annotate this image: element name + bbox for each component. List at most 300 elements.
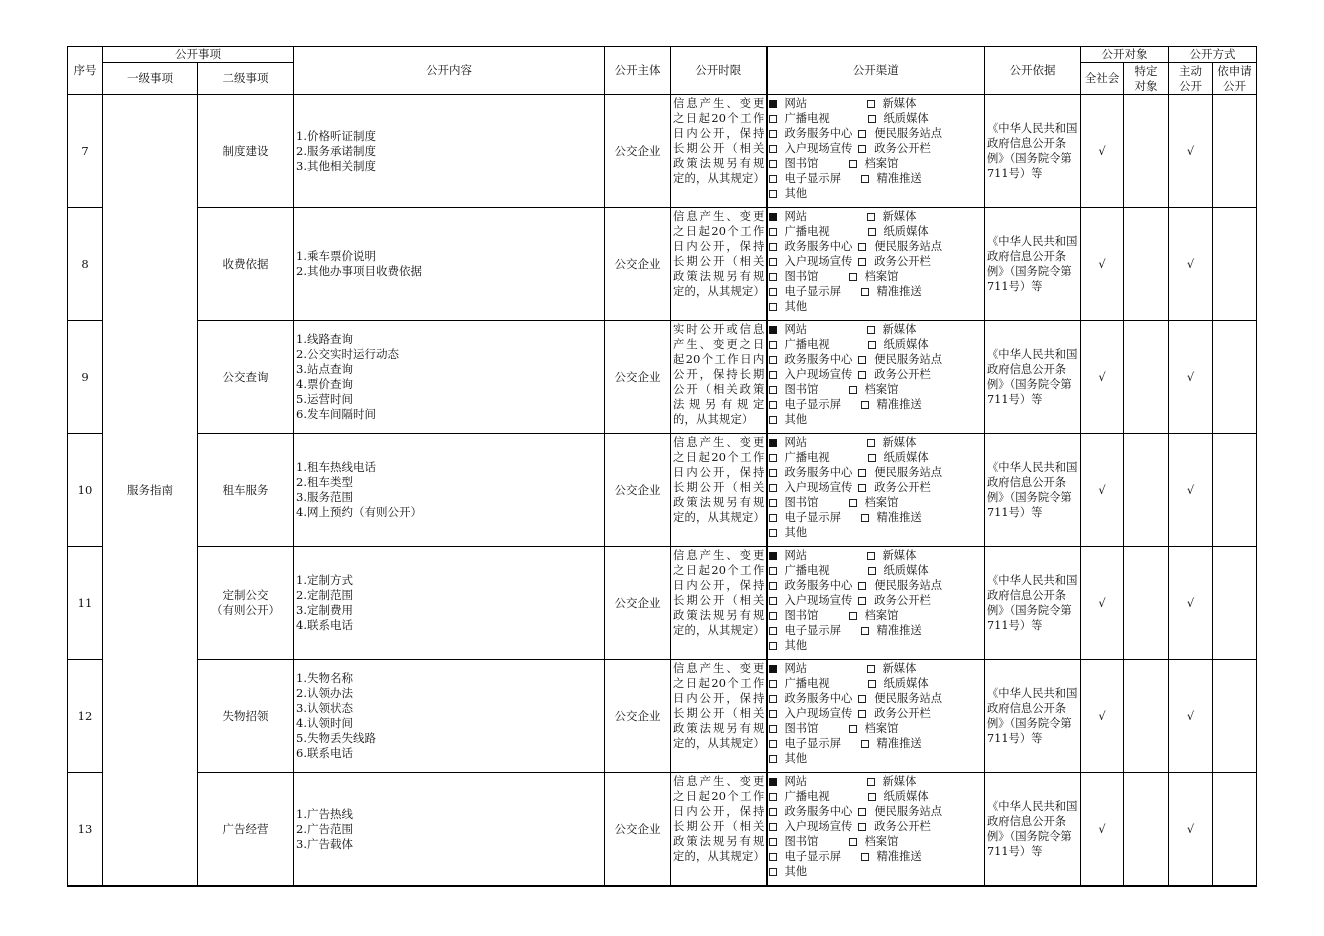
content-item: 6.联系电话 <box>296 746 353 760</box>
checkbox-icon <box>769 710 777 718</box>
checkbox-icon <box>858 243 866 251</box>
channel-convenience-station: 便民服务站点 <box>874 127 943 140</box>
channel-archives: 档案馆 <box>864 157 899 170</box>
checkbox-icon <box>858 484 866 492</box>
cell-channel <box>767 95 985 208</box>
content-item: 3.站点查询 <box>296 362 353 376</box>
channel-convenience-station: 便民服务站点 <box>874 692 943 705</box>
cell-active: √ <box>1169 95 1213 208</box>
cell-all-society: √ <box>1081 321 1124 434</box>
checkbox-icon <box>858 823 866 831</box>
cell-all-society: √ <box>1081 660 1124 773</box>
channel-gov-service-center: 政务服务中心 <box>784 127 853 140</box>
cell-time-limit: 信息产生、变更之日起20个工作日内公开，保持长期公开（相关政策法规另有规定的，从其规定） <box>671 208 767 321</box>
channel-broadcast-tv: 广播电视 <box>784 338 830 351</box>
content-item: 3.认领状态 <box>296 701 353 715</box>
channel-new-media: 新媒体 <box>882 436 917 449</box>
channel-archives: 档案馆 <box>864 270 899 283</box>
cell-all-society: √ <box>1081 208 1124 321</box>
header-on-request: 依申请 公开 <box>1213 63 1257 95</box>
level2-line: 租车服务 <box>222 482 269 497</box>
header-basis: 公开依据 <box>985 47 1081 95</box>
header-active: 主动 公开 <box>1169 63 1213 95</box>
cell-basis: 《中华人民共和国政府信息公开条例》（国务院令第711号）等 <box>985 660 1081 773</box>
checkbox-icon <box>769 853 777 861</box>
checkbox-icon <box>769 115 777 123</box>
cell-channel <box>767 208 985 321</box>
checkbox-icon <box>858 130 866 138</box>
channel-e-display: 电子显示屏 <box>784 850 841 863</box>
channel-library: 图书馆 <box>784 496 819 509</box>
channel-other: 其他 <box>784 526 808 539</box>
content-item: 2.公交实时运行动态 <box>296 347 399 361</box>
table-row <box>68 208 1257 321</box>
checkbox-icon <box>769 567 777 575</box>
channel-gov-service-center: 政务服务中心 <box>784 579 853 592</box>
cell-seq: 11 <box>68 547 103 660</box>
content-item: 6.发车间隔时间 <box>296 407 376 421</box>
channel-new-media: 新媒体 <box>882 662 917 675</box>
cell-seq: 9 <box>68 321 103 434</box>
checkbox-icon <box>769 243 777 251</box>
channel-broadcast-tv: 广播电视 <box>784 451 830 464</box>
channel-website: 网站 <box>784 323 808 336</box>
cell-time-limit: 信息产生、变更之日起20个工作日内公开，保持长期公开（相关政策法规另有规定的，从其规定） <box>671 547 767 660</box>
checkbox-icon <box>769 454 777 462</box>
cell-channel <box>767 547 985 660</box>
cell-content <box>294 660 605 773</box>
channel-broadcast-tv: 广播电视 <box>784 225 830 238</box>
cell-subject: 公交企业 <box>605 321 671 434</box>
cell-all-society: √ <box>1081 95 1124 208</box>
channel-broadcast-tv: 广播电视 <box>784 677 830 690</box>
checkbox-icon <box>769 755 777 763</box>
checkbox-icon <box>849 160 857 168</box>
cell-specific-object <box>1124 660 1169 773</box>
checkbox-icon <box>769 371 777 379</box>
channel-library: 图书馆 <box>784 835 819 848</box>
channel-gov-bulletin: 政务公开栏 <box>874 481 931 494</box>
checkbox-icon <box>769 838 777 846</box>
cell-basis: 《中华人民共和国政府信息公开条例》（国务院令第711号）等 <box>985 95 1081 208</box>
cell-specific-object <box>1124 434 1169 547</box>
checkbox-icon <box>858 808 866 816</box>
table-row <box>68 660 1257 773</box>
cell-on-request <box>1213 547 1257 660</box>
level2-line: 制度建设 <box>222 143 269 158</box>
checkbox-icon <box>849 386 857 394</box>
checkbox-icon <box>769 190 777 198</box>
checkbox-icon <box>861 514 869 522</box>
cell-channel <box>767 321 985 434</box>
checkbox-icon <box>769 725 777 733</box>
content-item: 2.认领办法 <box>296 686 353 700</box>
content-item: 2.租车类型 <box>296 475 353 489</box>
content-item: 5.运营时间 <box>296 392 353 406</box>
checkbox-icon <box>858 356 866 364</box>
checkbox-icon <box>867 213 875 221</box>
cell-on-request <box>1213 208 1257 321</box>
cell-specific-object <box>1124 547 1169 660</box>
cell-seq: 12 <box>68 660 103 773</box>
cell-on-request <box>1213 95 1257 208</box>
cell-level2 <box>198 208 294 321</box>
table-row <box>68 95 1257 208</box>
cell-level1: 服务指南 <box>103 95 198 887</box>
content-item: 4.网上预约（有则公开） <box>296 505 422 519</box>
channel-library: 图书馆 <box>784 609 819 622</box>
checkbox-icon <box>858 469 866 477</box>
checkbox-checked-icon <box>769 326 777 334</box>
channel-door-to-door: 入户现场宣传 <box>784 594 853 607</box>
cell-seq: 10 <box>68 434 103 547</box>
channel-other: 其他 <box>784 865 808 878</box>
channel-archives: 档案馆 <box>864 722 899 735</box>
level2-line: （有则公开） <box>211 603 280 617</box>
channel-door-to-door: 入户现场宣传 <box>784 707 853 720</box>
checkbox-icon <box>769 303 777 311</box>
cell-level2 <box>198 321 294 434</box>
cell-basis: 《中华人民共和国政府信息公开条例》（国务院令第711号）等 <box>985 434 1081 547</box>
header-all-society: 全社会 <box>1081 63 1124 95</box>
checkbox-icon <box>868 228 876 236</box>
level2-line: 定制公交 <box>222 588 269 602</box>
cell-content <box>294 95 605 208</box>
cell-subject: 公交企业 <box>605 660 671 773</box>
cell-active: √ <box>1169 547 1213 660</box>
channel-new-media: 新媒体 <box>882 775 917 788</box>
checkbox-icon <box>769 386 777 394</box>
channel-gov-service-center: 政务服务中心 <box>784 240 853 253</box>
cell-subject: 公交企业 <box>605 95 671 208</box>
channel-e-display: 电子显示屏 <box>784 511 841 524</box>
checkbox-icon <box>769 228 777 236</box>
checkbox-checked-icon <box>769 552 777 560</box>
content-item: 1.价格听证制度 <box>296 128 376 143</box>
cell-basis: 《中华人民共和国政府信息公开条例》（国务院令第711号）等 <box>985 547 1081 660</box>
checkbox-icon <box>849 725 857 733</box>
channel-precise-push: 精准推送 <box>876 172 922 185</box>
content-item: 3.其他相关制度 <box>296 158 376 173</box>
checkbox-icon <box>769 469 777 477</box>
checkbox-icon <box>769 823 777 831</box>
checkbox-icon <box>861 401 869 409</box>
cell-time-limit: 信息产生、变更之日起20个工作日内公开，保持长期公开（相关政策法规另有规定的，从其规定） <box>671 773 767 887</box>
channel-door-to-door: 入户现场宣传 <box>784 255 853 268</box>
checkbox-icon <box>861 740 869 748</box>
channel-library: 图书馆 <box>784 157 819 170</box>
header-channel: 公开渠道 <box>767 47 985 95</box>
channel-website: 网站 <box>784 436 808 449</box>
cell-basis: 《中华人民共和国政府信息公开条例》（国务院令第711号）等 <box>985 773 1081 887</box>
content-item: 4.票价查询 <box>296 377 353 391</box>
content-item: 1.租车热线电话 <box>296 460 376 474</box>
channel-paper-media: 纸质媒体 <box>883 677 929 690</box>
channel-library: 图书馆 <box>784 270 819 283</box>
header-level2: 二级事项 <box>198 63 294 95</box>
channel-broadcast-tv: 广播电视 <box>784 790 830 803</box>
channel-convenience-station: 便民服务站点 <box>874 579 943 592</box>
checkbox-icon <box>769 680 777 688</box>
channel-library: 图书馆 <box>784 722 819 735</box>
checkbox-icon <box>769 695 777 703</box>
channel-broadcast-tv: 广播电视 <box>784 564 830 577</box>
cell-content <box>294 321 605 434</box>
checkbox-icon <box>769 642 777 650</box>
header-time-limit: 公开时限 <box>671 47 767 95</box>
channel-gov-service-center: 政务服务中心 <box>784 353 853 366</box>
channel-precise-push: 精准推送 <box>876 624 922 637</box>
level2-line: 广告经营 <box>222 821 269 836</box>
cell-specific-object <box>1124 208 1169 321</box>
header-object-group: 公开对象 <box>1081 47 1169 63</box>
checkbox-icon <box>858 145 866 153</box>
checkbox-icon <box>861 627 869 635</box>
content-item: 3.服务范围 <box>296 490 353 504</box>
channel-gov-bulletin: 政务公开栏 <box>874 255 931 268</box>
content-item: 1.线路查询 <box>296 332 353 346</box>
header-method-group: 公开方式 <box>1169 47 1257 63</box>
checkbox-icon <box>868 680 876 688</box>
channel-website: 网站 <box>784 549 808 562</box>
checkbox-icon <box>769 612 777 620</box>
cell-content <box>294 208 605 321</box>
checkbox-icon <box>868 567 876 575</box>
checkbox-icon <box>867 552 875 560</box>
channel-other: 其他 <box>784 752 808 765</box>
header-seq: 序号 <box>68 47 103 95</box>
checkbox-icon <box>769 597 777 605</box>
cell-level2 <box>198 95 294 208</box>
cell-subject: 公交企业 <box>605 547 671 660</box>
content-item: 3.广告载体 <box>296 836 353 851</box>
checkbox-icon <box>769 258 777 266</box>
channel-e-display: 电子显示屏 <box>784 172 841 185</box>
channel-archives: 档案馆 <box>864 496 899 509</box>
cell-seq: 7 <box>68 95 103 208</box>
checkbox-icon <box>867 326 875 334</box>
channel-gov-service-center: 政务服务中心 <box>784 805 853 818</box>
cell-seq: 8 <box>68 208 103 321</box>
checkbox-icon <box>769 416 777 424</box>
channel-precise-push: 精准推送 <box>876 285 922 298</box>
cell-subject: 公交企业 <box>605 434 671 547</box>
content-item: 1.广告热线 <box>296 806 353 821</box>
table-row <box>68 321 1257 434</box>
cell-seq: 13 <box>68 773 103 887</box>
content-item: 1.失物名称 <box>296 671 353 685</box>
cell-active: √ <box>1169 660 1213 773</box>
checkbox-icon <box>861 288 869 296</box>
channel-other: 其他 <box>784 187 808 200</box>
cell-time-limit: 信息产生、变更之日起20个工作日内公开，保持长期公开（相关政策法规另有规定的，从其规定） <box>671 95 767 208</box>
channel-archives: 档案馆 <box>864 835 899 848</box>
checkbox-icon <box>769 868 777 876</box>
channel-precise-push: 精准推送 <box>876 398 922 411</box>
checkbox-icon <box>769 529 777 537</box>
cell-active: √ <box>1169 434 1213 547</box>
channel-other: 其他 <box>784 639 808 652</box>
content-item: 4.认领时间 <box>296 716 353 730</box>
channel-precise-push: 精准推送 <box>876 850 922 863</box>
cell-specific-object <box>1124 95 1169 208</box>
cell-basis: 《中华人民共和国政府信息公开条例》（国务院令第711号）等 <box>985 321 1081 434</box>
checkbox-icon <box>868 115 876 123</box>
table-row <box>68 434 1257 547</box>
channel-paper-media: 纸质媒体 <box>883 112 929 125</box>
cell-specific-object <box>1124 321 1169 434</box>
checkbox-icon <box>769 288 777 296</box>
channel-paper-media: 纸质媒体 <box>883 564 929 577</box>
checkbox-icon <box>867 100 875 108</box>
channel-gov-bulletin: 政务公开栏 <box>874 820 931 833</box>
channel-convenience-station: 便民服务站点 <box>874 353 943 366</box>
cell-content <box>294 773 605 887</box>
cell-channel <box>767 773 985 887</box>
header-specific-object: 特定 对象 <box>1124 63 1169 95</box>
channel-gov-service-center: 政务服务中心 <box>784 466 853 479</box>
checkbox-icon <box>769 130 777 138</box>
content-item: 2.定制范围 <box>296 588 353 602</box>
checkbox-icon <box>769 808 777 816</box>
checkbox-checked-icon <box>769 778 777 786</box>
header-content: 公开内容 <box>294 47 605 95</box>
channel-archives: 档案馆 <box>864 609 899 622</box>
channel-door-to-door: 入户现场宣传 <box>784 368 853 381</box>
checkbox-icon <box>867 778 875 786</box>
channel-gov-bulletin: 政务公开栏 <box>874 142 931 155</box>
checkbox-icon <box>858 371 866 379</box>
level2-line: 公交查询 <box>222 369 269 384</box>
checkbox-icon <box>861 853 869 861</box>
channel-library: 图书馆 <box>784 383 819 396</box>
checkbox-checked-icon <box>769 213 777 221</box>
cell-time-limit: 实时公开或信息产生、变更之日起20个工作日内公开，保持长期公开（相关政策法规另有规定的，从其规定） <box>671 321 767 434</box>
checkbox-checked-icon <box>769 100 777 108</box>
channel-new-media: 新媒体 <box>882 210 917 223</box>
cell-level2 <box>198 660 294 773</box>
channel-other: 其他 <box>784 300 808 313</box>
table-row <box>68 773 1257 887</box>
cell-content <box>294 547 605 660</box>
content-item: 1.定制方式 <box>296 573 353 587</box>
checkbox-icon <box>769 273 777 281</box>
checkbox-icon <box>861 175 869 183</box>
channel-new-media: 新媒体 <box>882 323 917 336</box>
channel-website: 网站 <box>784 97 808 110</box>
cell-on-request <box>1213 773 1257 887</box>
channel-new-media: 新媒体 <box>882 97 917 110</box>
checkbox-icon <box>858 258 866 266</box>
cell-on-request <box>1213 321 1257 434</box>
channel-paper-media: 纸质媒体 <box>883 338 929 351</box>
channel-e-display: 电子显示屏 <box>784 285 841 298</box>
header-matters-group: 公开事项 <box>103 47 294 63</box>
content-item: 3.定制费用 <box>296 603 353 617</box>
channel-convenience-station: 便民服务站点 <box>874 466 943 479</box>
channel-convenience-station: 便民服务站点 <box>874 240 943 253</box>
channel-e-display: 电子显示屏 <box>784 624 841 637</box>
cell-subject: 公交企业 <box>605 208 671 321</box>
checkbox-icon <box>769 175 777 183</box>
checkbox-icon <box>858 710 866 718</box>
cell-channel <box>767 660 985 773</box>
channel-website: 网站 <box>784 662 808 675</box>
channel-door-to-door: 入户现场宣传 <box>784 142 853 155</box>
checkbox-icon <box>769 499 777 507</box>
checkbox-icon <box>769 582 777 590</box>
level2-line: 失物招领 <box>222 708 269 723</box>
checkbox-checked-icon <box>769 439 777 447</box>
cell-basis: 《中华人民共和国政府信息公开条例》（国务院令第711号）等 <box>985 208 1081 321</box>
checkbox-checked-icon <box>769 665 777 673</box>
channel-e-display: 电子显示屏 <box>784 398 841 411</box>
cell-active: √ <box>1169 773 1213 887</box>
checkbox-icon <box>858 582 866 590</box>
checkbox-icon <box>858 597 866 605</box>
checkbox-icon <box>769 160 777 168</box>
channel-convenience-station: 便民服务站点 <box>874 805 943 818</box>
content-item: 2.广告范围 <box>296 821 353 836</box>
checkbox-icon <box>769 627 777 635</box>
channel-broadcast-tv: 广播电视 <box>784 112 830 125</box>
checkbox-icon <box>769 740 777 748</box>
cell-content <box>294 434 605 547</box>
content-item: 2.其他办事项目收费依据 <box>296 264 422 278</box>
channel-gov-bulletin: 政务公开栏 <box>874 707 931 720</box>
cell-on-request <box>1213 434 1257 547</box>
cell-level2 <box>198 547 294 660</box>
checkbox-icon <box>769 514 777 522</box>
cell-on-request <box>1213 660 1257 773</box>
checkbox-icon <box>849 499 857 507</box>
content-item: 4.联系电话 <box>296 618 353 632</box>
checkbox-icon <box>867 665 875 673</box>
channel-paper-media: 纸质媒体 <box>883 790 929 803</box>
content-item: 5.失物丢失线路 <box>296 731 376 745</box>
checkbox-icon <box>769 145 777 153</box>
channel-door-to-door: 入户现场宣传 <box>784 820 853 833</box>
checkbox-icon <box>769 356 777 364</box>
channel-precise-push: 精准推送 <box>876 737 922 750</box>
cell-channel <box>767 434 985 547</box>
header-level1: 一级事项 <box>103 63 198 95</box>
checkbox-icon <box>867 439 875 447</box>
table-row <box>68 547 1257 660</box>
cell-active: √ <box>1169 321 1213 434</box>
channel-paper-media: 纸质媒体 <box>883 225 929 238</box>
disclosure-table <box>67 46 1257 887</box>
channel-website: 网站 <box>784 775 808 788</box>
level2-line: 收费依据 <box>222 256 269 271</box>
channel-e-display: 电子显示屏 <box>784 737 841 750</box>
channel-archives: 档案馆 <box>864 383 899 396</box>
cell-all-society: √ <box>1081 434 1124 547</box>
channel-gov-bulletin: 政务公开栏 <box>874 368 931 381</box>
header-subject: 公开主体 <box>605 47 671 95</box>
cell-time-limit: 信息产生、变更之日起20个工作日内公开，保持长期公开（相关政策法规另有规定的，从其规定） <box>671 434 767 547</box>
checkbox-icon <box>849 612 857 620</box>
cell-specific-object <box>1124 773 1169 887</box>
cell-subject: 公交企业 <box>605 773 671 887</box>
channel-precise-push: 精准推送 <box>876 511 922 524</box>
checkbox-icon <box>769 484 777 492</box>
channel-gov-service-center: 政务服务中心 <box>784 692 853 705</box>
channel-website: 网站 <box>784 210 808 223</box>
checkbox-icon <box>858 695 866 703</box>
channel-new-media: 新媒体 <box>882 549 917 562</box>
cell-all-society: √ <box>1081 547 1124 660</box>
